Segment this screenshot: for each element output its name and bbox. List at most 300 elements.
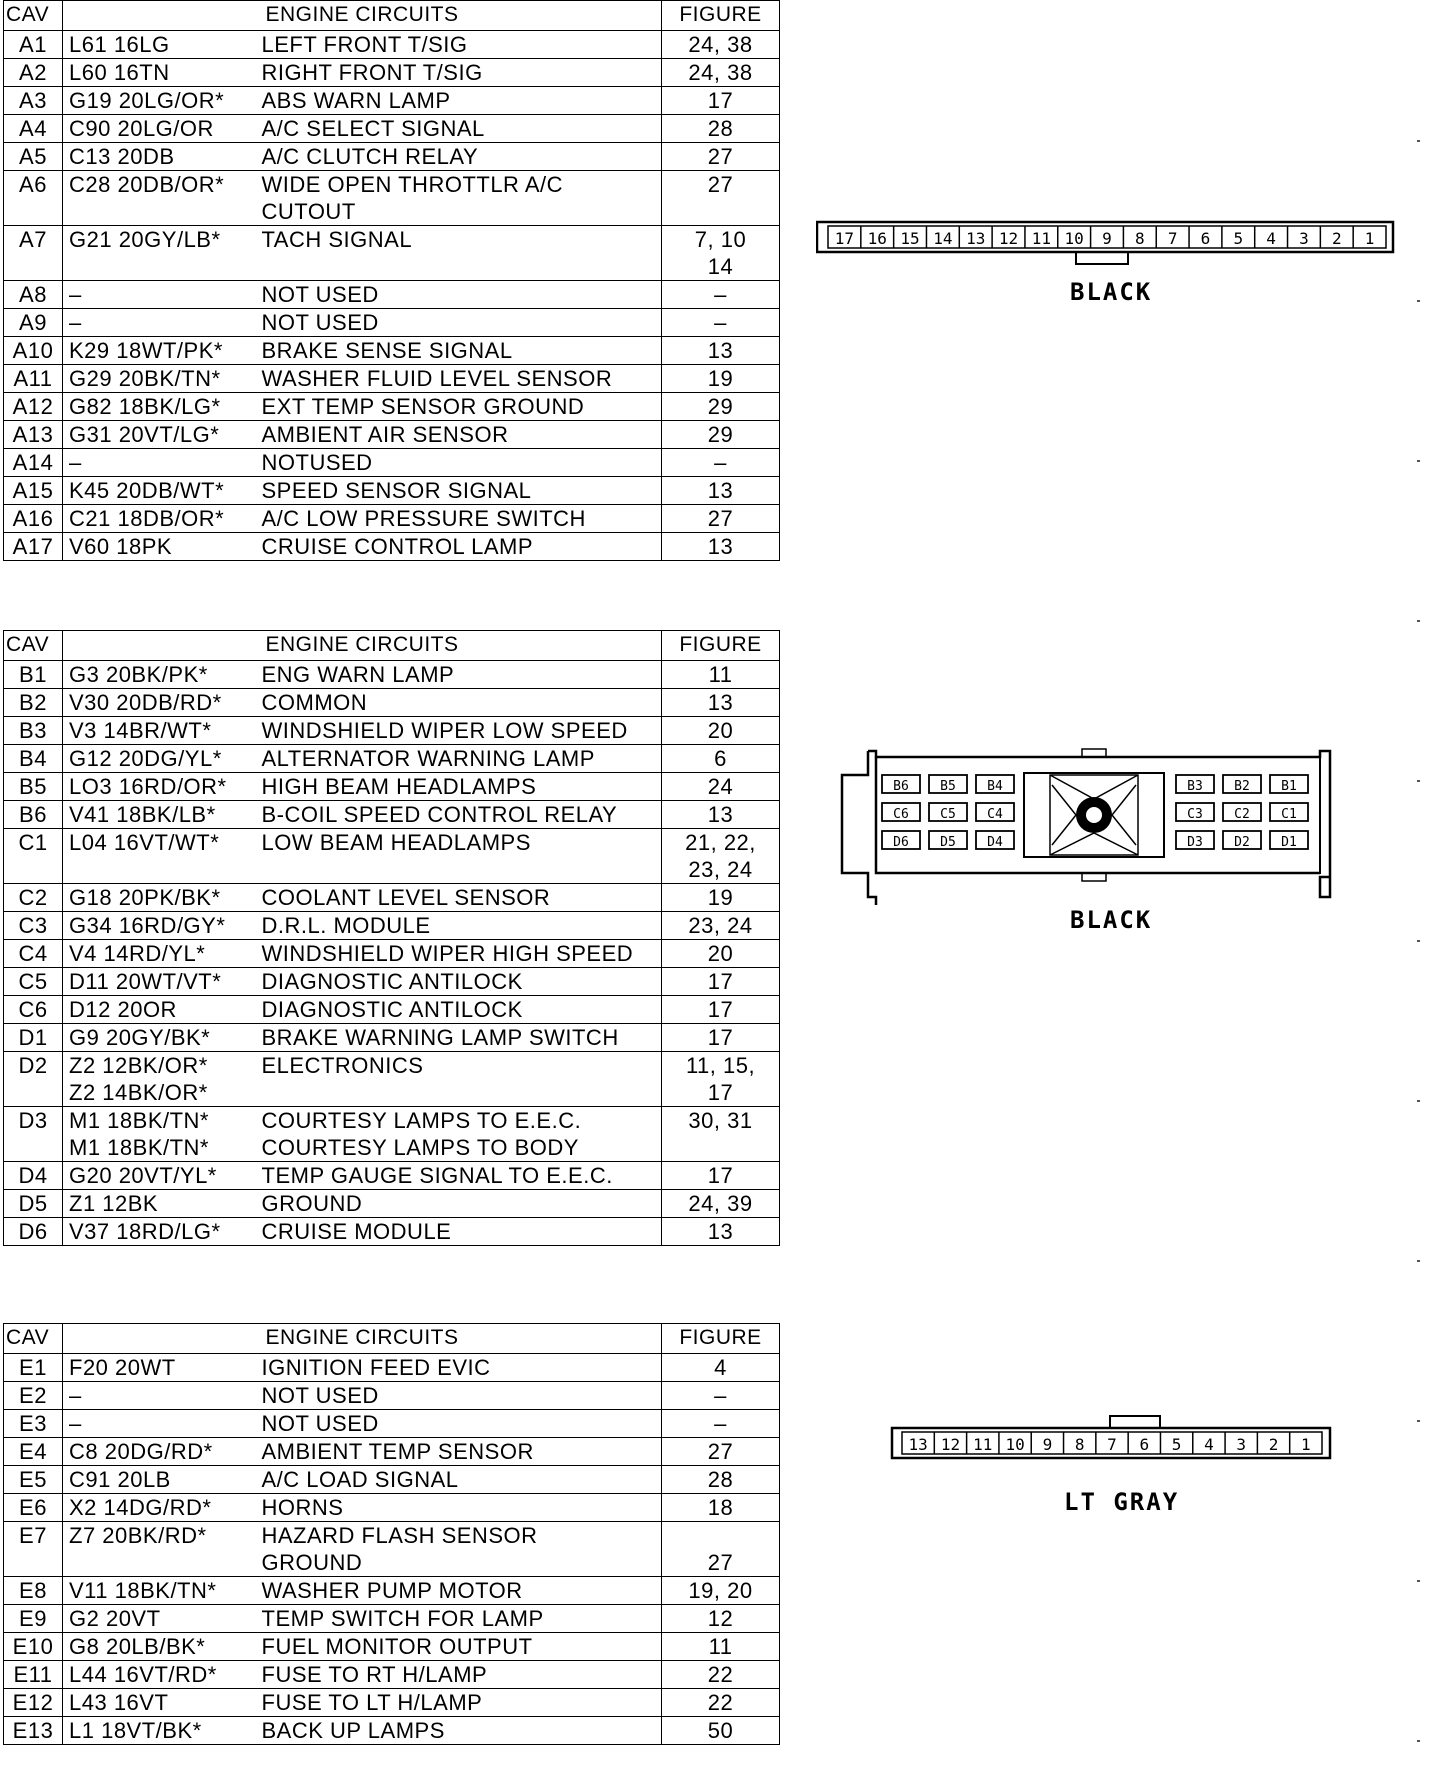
table-row xyxy=(4,31,780,59)
circuit-description: BRAKE WARNING LAMP SWITCH xyxy=(256,1024,662,1052)
figure-ref: 13 xyxy=(662,337,780,365)
figure-ref: 27 xyxy=(662,171,780,226)
circuit-description: NOT USED xyxy=(256,1410,662,1438)
figure-ref: 27 xyxy=(662,1522,780,1577)
cavity-id: E12 xyxy=(4,1689,63,1717)
table-row xyxy=(4,1661,780,1689)
cavity-id: D3 xyxy=(4,1107,63,1162)
header-cav: CAV xyxy=(4,631,63,661)
wire-code: V60 18PK xyxy=(63,533,256,561)
wire-code: G82 18BK/LG* xyxy=(63,393,256,421)
wire-code: LO3 16RD/OR* xyxy=(63,773,256,801)
cavity-id: E10 xyxy=(4,1633,63,1661)
wire-code: K29 18WT/PK* xyxy=(63,337,256,365)
table-row xyxy=(4,1410,780,1438)
wire-code: V37 18RD/LG* xyxy=(63,1218,256,1246)
figure-ref: 29 xyxy=(662,393,780,421)
header-cav: CAV xyxy=(4,1324,63,1354)
margin-tick xyxy=(1417,1580,1420,1582)
connector-pin-label: 7 xyxy=(1107,1435,1117,1454)
table-row xyxy=(4,226,780,281)
wire-code: V3 14BR/WT* xyxy=(63,717,256,745)
table-row xyxy=(4,829,780,884)
wire-code: V41 18BK/LB* xyxy=(63,801,256,829)
table-row xyxy=(4,505,780,533)
cavity-id: B3 xyxy=(4,717,63,745)
cavity-id: A12 xyxy=(4,393,63,421)
connector-pin-label: 17 xyxy=(834,229,855,248)
connector-pin-label: 9 xyxy=(1042,1435,1053,1454)
margin-tick xyxy=(1417,780,1420,782)
wire-code: G12 20DG/YL* xyxy=(63,745,256,773)
table-row xyxy=(4,449,780,477)
connector-pin-label: B2 xyxy=(1234,779,1250,794)
table-row xyxy=(4,1190,780,1218)
circuit-description: FUSE TO RT H/LAMP xyxy=(256,1661,662,1689)
cavity-table-e xyxy=(3,1323,780,1745)
table-row xyxy=(4,661,780,689)
wire-code: L61 16LG xyxy=(63,31,256,59)
circuit-description: D.R.L. MODULE xyxy=(256,912,662,940)
connector-pin-label: 10 xyxy=(1005,1435,1025,1454)
figure-ref: – xyxy=(662,1382,780,1410)
margin-tick xyxy=(1417,140,1420,142)
connector-pin-label: 7 xyxy=(1167,229,1178,248)
figure-ref: 13 xyxy=(662,689,780,717)
figure-ref: – xyxy=(662,1410,780,1438)
table-row xyxy=(4,393,780,421)
connector-pin-label: 16 xyxy=(867,229,887,248)
circuit-description: WINDSHIELD WIPER LOW SPEED xyxy=(256,717,662,745)
connector-pin-label: C1 xyxy=(1281,807,1297,822)
cavity-id: B1 xyxy=(4,661,63,689)
circuit-description: LEFT FRONT T/SIG xyxy=(256,31,662,59)
cavity-id: A6 xyxy=(4,171,63,226)
connector-pin-label: 8 xyxy=(1135,229,1145,248)
cavity-id: E2 xyxy=(4,1382,63,1410)
figure-ref: 24, 38 xyxy=(662,59,780,87)
table-row xyxy=(4,1689,780,1717)
cavity-id: E7 xyxy=(4,1522,63,1577)
cavity-id: C5 xyxy=(4,968,63,996)
wire-code: G2 20VT xyxy=(63,1605,256,1633)
wire-code: G34 16RD/GY* xyxy=(63,912,256,940)
connector-a-color-label: BLACK xyxy=(1070,278,1153,306)
figure-ref: 21, 22, 23, 24 xyxy=(662,829,780,884)
connector-pin-label: D2 xyxy=(1234,835,1250,850)
circuit-description: WINDSHIELD WIPER HIGH SPEED xyxy=(256,940,662,968)
connector-pin-label: 10 xyxy=(1064,229,1084,248)
connector-pin-label: D6 xyxy=(893,835,909,850)
connector-pin-label: C6 xyxy=(893,807,909,822)
figure-ref: 17 xyxy=(662,1162,780,1190)
cavity-id: D4 xyxy=(4,1162,63,1190)
figure-ref: 50 xyxy=(662,1717,780,1745)
margin-tick xyxy=(1417,1260,1420,1262)
figure-ref: 19 xyxy=(662,884,780,912)
figure-ref: 17 xyxy=(662,968,780,996)
connector-pin-label: C5 xyxy=(940,807,956,822)
wire-code: C21 18DB/OR* xyxy=(63,505,256,533)
circuit-description: NOT USED xyxy=(256,309,662,337)
cavity-id: A5 xyxy=(4,143,63,171)
wire-code: G18 20PK/BK* xyxy=(63,884,256,912)
margin-tick xyxy=(1417,1420,1420,1422)
connector-pin-label: 13 xyxy=(966,229,986,248)
circuit-description: RIGHT FRONT T/SIG xyxy=(256,59,662,87)
table-row xyxy=(4,1162,780,1190)
cavity-table-a xyxy=(3,0,780,561)
circuit-description: TEMP GAUGE SIGNAL TO E.E.C. xyxy=(256,1162,662,1190)
cavity-id: E8 xyxy=(4,1577,63,1605)
figure-ref: 27 xyxy=(662,143,780,171)
cavity-id: D6 xyxy=(4,1218,63,1246)
figure-ref: 13 xyxy=(662,477,780,505)
wire-code: X2 14DG/RD* xyxy=(63,1494,256,1522)
table-row xyxy=(4,968,780,996)
circuit-description: CRUISE MODULE xyxy=(256,1218,662,1246)
table-row xyxy=(4,1633,780,1661)
table-row xyxy=(4,87,780,115)
margin-tick xyxy=(1417,1100,1420,1102)
connector-pin-label: 4 xyxy=(1204,1435,1214,1454)
connector-pin-label: 6 xyxy=(1200,229,1211,248)
wire-code: C91 20LB xyxy=(63,1466,256,1494)
figure-ref: – xyxy=(662,281,780,309)
table-row xyxy=(4,717,780,745)
cavity-table-b xyxy=(3,630,780,1246)
connector-bcd-diagram xyxy=(838,745,1358,905)
figure-ref: 13 xyxy=(662,801,780,829)
wire-code: D12 20OR xyxy=(63,996,256,1024)
table-row xyxy=(4,884,780,912)
header-figure: FIGURE xyxy=(662,1324,780,1354)
circuit-description: AMBIENT AIR SENSOR xyxy=(256,421,662,449)
cavity-id: A16 xyxy=(4,505,63,533)
margin-tick xyxy=(1417,940,1420,942)
wire-code: Z1 12BK xyxy=(63,1190,256,1218)
circuit-description: DIAGNOSTIC ANTILOCK xyxy=(256,996,662,1024)
table-row xyxy=(4,421,780,449)
table-row xyxy=(4,115,780,143)
connector-pin-label: 5 xyxy=(1171,1435,1182,1454)
figure-ref: 24, 38 xyxy=(662,31,780,59)
figure-ref: 11 xyxy=(662,1633,780,1661)
cavity-id: D1 xyxy=(4,1024,63,1052)
cavity-id: B2 xyxy=(4,689,63,717)
connector-pin-label: 14 xyxy=(933,229,953,248)
header-figure: FIGURE xyxy=(662,631,780,661)
cavity-id: A17 xyxy=(4,533,63,561)
circuit-description: B-COIL SPEED CONTROL RELAY xyxy=(256,801,662,829)
table-row xyxy=(4,1052,780,1107)
wire-code: Z7 20BK/RD* xyxy=(63,1522,256,1577)
table-row xyxy=(4,143,780,171)
connector-pin-label: 15 xyxy=(900,229,920,248)
wire-code: – xyxy=(63,449,256,477)
circuit-description: EXT TEMP SENSOR GROUND xyxy=(256,393,662,421)
connector-pin-label: D1 xyxy=(1281,835,1297,850)
connector-pin-label: 3 xyxy=(1299,229,1309,248)
connector-pin-label: 13 xyxy=(908,1435,928,1454)
wire-code: – xyxy=(63,281,256,309)
wire-code: L44 16VT/RD* xyxy=(63,1661,256,1689)
connector-pin-label: 11 xyxy=(973,1435,993,1454)
table-row xyxy=(4,1466,780,1494)
circuit-description: COURTESY LAMPS TO E.E.C. COURTESY LAMPS TO BODY xyxy=(256,1107,662,1162)
connector-pin-label: D3 xyxy=(1187,835,1203,850)
cavity-id: E3 xyxy=(4,1410,63,1438)
figure-ref: 20 xyxy=(662,940,780,968)
figure-ref: 27 xyxy=(662,505,780,533)
cavity-id: A11 xyxy=(4,365,63,393)
cavity-id: A13 xyxy=(4,421,63,449)
table-row xyxy=(4,309,780,337)
figure-ref: 17 xyxy=(662,1024,780,1052)
figure-ref: 11 xyxy=(662,661,780,689)
cavity-id: A1 xyxy=(4,31,63,59)
wire-code: Z2 12BK/OR* Z2 14BK/OR* xyxy=(63,1052,256,1107)
cavity-id: A14 xyxy=(4,449,63,477)
connector-pin-label: C3 xyxy=(1187,807,1203,822)
circuit-description: A/C CLUTCH RELAY xyxy=(256,143,662,171)
cavity-id: E13 xyxy=(4,1717,63,1745)
table-row xyxy=(4,1717,780,1745)
wire-code: G31 20VT/LG* xyxy=(63,421,256,449)
connector-pin-label: 2 xyxy=(1331,229,1342,248)
cavity-id: B6 xyxy=(4,801,63,829)
figure-ref: 29 xyxy=(662,421,780,449)
wire-code: L60 16TN xyxy=(63,59,256,87)
circuit-description: ELECTRONICS xyxy=(256,1052,662,1107)
cavity-id: A4 xyxy=(4,115,63,143)
wire-code: G3 20BK/PK* xyxy=(63,661,256,689)
wire-code: C90 20LG/OR xyxy=(63,115,256,143)
circuit-description: HAZARD FLASH SENSOR GROUND xyxy=(256,1522,662,1577)
wire-code: C8 20DG/RD* xyxy=(63,1438,256,1466)
wire-code: G21 20GY/LB* xyxy=(63,226,256,281)
cavity-id: D2 xyxy=(4,1052,63,1107)
connector-pin-label: C4 xyxy=(987,807,1003,822)
figure-ref: 24, 39 xyxy=(662,1190,780,1218)
connector-e-diagram xyxy=(890,1414,1340,1470)
cavity-id: D5 xyxy=(4,1190,63,1218)
table-row xyxy=(4,337,780,365)
wire-code: V11 18BK/TN* xyxy=(63,1577,256,1605)
wire-code: D11 20WT/VT* xyxy=(63,968,256,996)
connector-pin-label: 3 xyxy=(1236,1435,1247,1454)
wire-code: M1 18BK/TN* M1 18BK/TN* xyxy=(63,1107,256,1162)
wire-code: G8 20LB/BK* xyxy=(63,1633,256,1661)
circuit-description: HIGH BEAM HEADLAMPS xyxy=(256,773,662,801)
connector-pin-label: 6 xyxy=(1139,1435,1150,1454)
circuit-description: COMMON xyxy=(256,689,662,717)
figure-ref: 6 xyxy=(662,745,780,773)
circuit-description: A/C LOW PRESSURE SWITCH xyxy=(256,505,662,533)
margin-tick xyxy=(1417,300,1420,302)
circuit-description: HORNS xyxy=(256,1494,662,1522)
table-row xyxy=(4,745,780,773)
cavity-id: A7 xyxy=(4,226,63,281)
cavity-id: C1 xyxy=(4,829,63,884)
circuit-description: DIAGNOSTIC ANTILOCK xyxy=(256,968,662,996)
wire-code: G29 20BK/TN* xyxy=(63,365,256,393)
figure-ref: 17 xyxy=(662,87,780,115)
wire-code: G20 20VT/YL* xyxy=(63,1162,256,1190)
connector-pin-label: 2 xyxy=(1268,1435,1279,1454)
wire-code: K45 20DB/WT* xyxy=(63,477,256,505)
connector-pin-label: B3 xyxy=(1187,779,1203,794)
cavity-id: E6 xyxy=(4,1494,63,1522)
header-engine-circuits: ENGINE CIRCUITS xyxy=(63,1,662,31)
wire-code: – xyxy=(63,309,256,337)
wire-code: – xyxy=(63,1382,256,1410)
circuit-description: FUSE TO LT H/LAMP xyxy=(256,1689,662,1717)
circuit-description: ENG WARN LAMP xyxy=(256,661,662,689)
figure-ref: 20 xyxy=(662,717,780,745)
cavity-id: C2 xyxy=(4,884,63,912)
cavity-id: E5 xyxy=(4,1466,63,1494)
wire-code: L43 16VT xyxy=(63,1689,256,1717)
wire-code: V4 14RD/YL* xyxy=(63,940,256,968)
figure-ref: 28 xyxy=(662,1466,780,1494)
cavity-id: E11 xyxy=(4,1661,63,1689)
connector-pin-label: D4 xyxy=(987,835,1003,850)
header-engine-circuits: ENGINE CIRCUITS xyxy=(63,1324,662,1354)
circuit-description: NOT USED xyxy=(256,1382,662,1410)
table-row xyxy=(4,1522,780,1577)
wire-code: V30 20DB/RD* xyxy=(63,689,256,717)
figure-ref: – xyxy=(662,309,780,337)
figure-ref: 17 xyxy=(662,996,780,1024)
table-row xyxy=(4,940,780,968)
cavity-id: A3 xyxy=(4,87,63,115)
wire-code: C28 20DB/OR* xyxy=(63,171,256,226)
figure-ref: 12 xyxy=(662,1605,780,1633)
figure-ref: 30, 31 xyxy=(662,1107,780,1162)
table-row xyxy=(4,996,780,1024)
connector-pin-label: B1 xyxy=(1281,779,1297,794)
table-row xyxy=(4,59,780,87)
table-row xyxy=(4,1354,780,1382)
circuit-description: WASHER PUMP MOTOR xyxy=(256,1577,662,1605)
connector-pin-label: 4 xyxy=(1266,229,1276,248)
wire-code: L1 18VT/BK* xyxy=(63,1717,256,1745)
circuit-description: NOTUSED xyxy=(256,449,662,477)
figure-ref: 11, 15, 17 xyxy=(662,1052,780,1107)
cavity-id: E1 xyxy=(4,1354,63,1382)
table-row xyxy=(4,1382,780,1410)
margin-tick xyxy=(1417,1740,1420,1742)
connector-pin-label: 12 xyxy=(998,229,1019,248)
circuit-description: COOLANT LEVEL SENSOR xyxy=(256,884,662,912)
header-cav: CAV xyxy=(4,1,63,31)
figure-ref: 28 xyxy=(662,115,780,143)
cavity-id: A2 xyxy=(4,59,63,87)
connector-pin-label: 1 xyxy=(1301,1435,1311,1454)
cavity-id: C3 xyxy=(4,912,63,940)
connector-pin-label: 11 xyxy=(1031,229,1051,248)
table-row xyxy=(4,1107,780,1162)
connector-pin-label: 9 xyxy=(1102,229,1112,248)
cavity-id: B5 xyxy=(4,773,63,801)
connector-pin-label: D5 xyxy=(940,835,956,850)
figure-ref: 24 xyxy=(662,773,780,801)
connector-pin-label: 5 xyxy=(1233,229,1244,248)
connector-pin-label: 8 xyxy=(1074,1435,1085,1454)
circuit-description: LOW BEAM HEADLAMPS xyxy=(256,829,662,884)
table-row xyxy=(4,365,780,393)
circuit-description: TACH SIGNAL xyxy=(256,226,662,281)
cavity-id: A10 xyxy=(4,337,63,365)
circuit-description: IGNITION FEED EVIC xyxy=(256,1354,662,1382)
figure-ref: 27 xyxy=(662,1438,780,1466)
figure-ref: 19 xyxy=(662,365,780,393)
connector-pin-label: B6 xyxy=(893,779,909,794)
circuit-description: A/C SELECT SIGNAL xyxy=(256,115,662,143)
circuit-description: ALTERNATOR WARNING LAMP xyxy=(256,745,662,773)
connector-pin-label: C2 xyxy=(1234,807,1250,822)
wire-code: L04 16VT/WT* xyxy=(63,829,256,884)
wire-code: G19 20LG/OR* xyxy=(63,87,256,115)
table-row xyxy=(4,1494,780,1522)
wire-code: G9 20GY/BK* xyxy=(63,1024,256,1052)
table-row xyxy=(4,689,780,717)
figure-ref: 19, 20 xyxy=(662,1577,780,1605)
figure-ref: 13 xyxy=(662,533,780,561)
figure-ref: 13 xyxy=(662,1218,780,1246)
circuit-description: NOT USED xyxy=(256,281,662,309)
circuit-description: ABS WARN LAMP xyxy=(256,87,662,115)
table-row xyxy=(4,171,780,226)
cavity-id: A9 xyxy=(4,309,63,337)
table-row xyxy=(4,1218,780,1246)
cavity-id: B4 xyxy=(4,745,63,773)
cavity-id: A15 xyxy=(4,477,63,505)
table-row xyxy=(4,1605,780,1633)
connector-pin-label: 1 xyxy=(1364,229,1375,248)
header-engine-circuits: ENGINE CIRCUITS xyxy=(63,631,662,661)
table-row xyxy=(4,801,780,829)
cavity-id: C6 xyxy=(4,996,63,1024)
circuit-description: TEMP SWITCH FOR LAMP xyxy=(256,1605,662,1633)
wire-code: – xyxy=(63,1410,256,1438)
figure-ref: 22 xyxy=(662,1689,780,1717)
connector-pin-label: B4 xyxy=(987,779,1003,794)
circuit-description: BACK UP LAMPS xyxy=(256,1717,662,1745)
cavity-id: A8 xyxy=(4,281,63,309)
table-row xyxy=(4,1438,780,1466)
circuit-description: FUEL MONITOR OUTPUT xyxy=(256,1633,662,1661)
wire-code: F20 20WT xyxy=(63,1354,256,1382)
table-row xyxy=(4,773,780,801)
table-row xyxy=(4,1024,780,1052)
figure-ref: 7, 10 14 xyxy=(662,226,780,281)
table-row xyxy=(4,281,780,309)
margin-tick xyxy=(1417,460,1420,462)
cavity-id: E4 xyxy=(4,1438,63,1466)
circuit-description: SPEED SENSOR SIGNAL xyxy=(256,477,662,505)
circuit-description: WASHER FLUID LEVEL SENSOR xyxy=(256,365,662,393)
circuit-description: AMBIENT TEMP SENSOR xyxy=(256,1438,662,1466)
wire-code: C13 20DB xyxy=(63,143,256,171)
circuit-description: BRAKE SENSE SIGNAL xyxy=(256,337,662,365)
connector-pin-label: 12 xyxy=(940,1435,961,1454)
figure-ref: 22 xyxy=(662,1661,780,1689)
table-row xyxy=(4,533,780,561)
table-row xyxy=(4,912,780,940)
circuit-description: CRUISE CONTROL LAMP xyxy=(256,533,662,561)
